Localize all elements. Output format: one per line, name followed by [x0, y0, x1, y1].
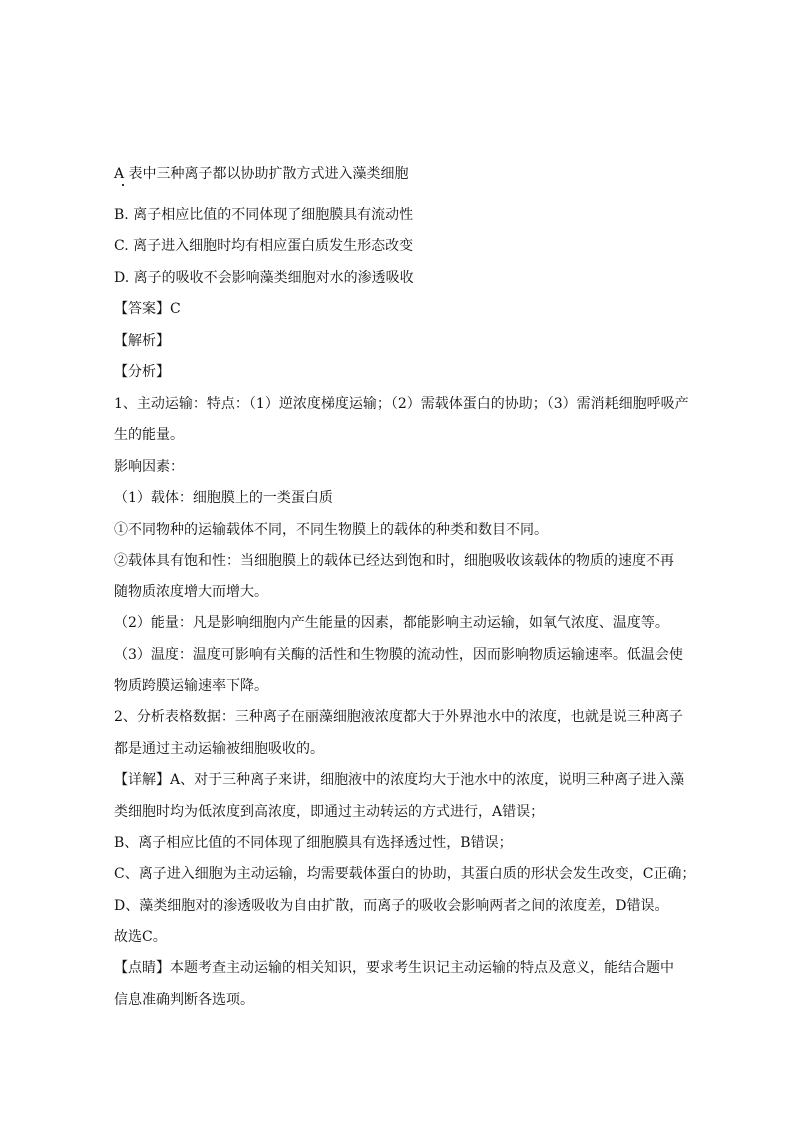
factor-temperature-line1: （3）温度：温度可影响有关酶的活性和生物膜的流动性，因而影响物质运输速率。低温会使	[114, 647, 683, 663]
review-line1: 【点睛】本题考查主动运输的相关知识，要求考生识记主动运输的特点及意义，能结合题中	[114, 960, 674, 976]
factor-carrier-a: ①不同物种的运输载体不同，不同生物膜上的载体的种类和数目不同。	[114, 522, 548, 538]
factor-carrier-b-line2: 随物质浓度增大而增大。	[114, 584, 268, 600]
answer-line: 【答案】C	[114, 301, 181, 317]
factor-temperature-line2: 物质跨膜运输速率下降。	[114, 678, 268, 694]
stray-dot	[122, 184, 124, 186]
option-a: A 表中三种离子都以协助扩散方式进入藻类细胞	[114, 166, 409, 182]
factor-carrier: （1）载体：细胞膜上的一类蛋白质	[114, 490, 333, 506]
review-line2: 信息准确判断各选项。	[114, 992, 254, 1008]
analysis-heading: 【解析】	[114, 333, 170, 349]
analysis-point2-line2: 都是通过主动运输被细胞吸收的。	[114, 741, 324, 757]
detail-a-line2: 类细胞时均为低浓度到高浓度，即通过主动转运的方式进行，A错误；	[114, 804, 545, 820]
analysis-point1-line2: 生的能量。	[114, 427, 184, 443]
fenxi-heading: 【分析】	[114, 364, 170, 380]
detail-b: B、离子相应比值的不同体现了细胞膜具有选择透过性，B错误；	[114, 835, 513, 851]
detail-c: C、离子进入细胞为主动运输，均需要载体蛋白的协助，其蛋白质的形状会发生改变，C正确；	[114, 866, 696, 882]
detail-d: D、藻类细胞对的渗透吸收为自由扩散，而离子的吸收会影响两者之间的浓度差，D错误。	[114, 898, 669, 914]
conclusion: 故选C。	[114, 929, 167, 945]
option-b: B. 离子相应比值的不同体现了细胞膜具有流动性	[114, 207, 414, 223]
analysis-point2-line1: 2、分析表格数据：三种离子在丽藻细胞液浓度都大于外界池水中的浓度，也就是说三种离子	[114, 709, 683, 725]
factors-heading: 影响因素：	[114, 459, 184, 475]
analysis-point1-line1: 1、主动运输：特点：（1）逆浓度梯度运输；（2）需载体蛋白的协助；（3）需消耗细胞呼吸产	[114, 396, 689, 412]
option-c: C. 离子进入细胞时均有相应蛋白质发生形态改变	[114, 238, 414, 254]
factor-carrier-b-line1: ②载体具有饱和性：当细胞膜上的载体已经达到饱和时，细胞吸收该载体的物质的速度不再	[114, 553, 674, 569]
detail-a-line1: 【详解】A、对于三种离子来讲，细胞液中的浓度均大于池水中的浓度，说明三种离子进入藻	[114, 772, 685, 788]
option-d: D. 离子的吸收不会影响藻类细胞对水的渗透吸收	[114, 270, 414, 286]
factor-energy: （2）能量：凡是影响细胞内产生能量的因素，都能影响主动运输，如氧气浓度、温度等。	[114, 615, 669, 631]
